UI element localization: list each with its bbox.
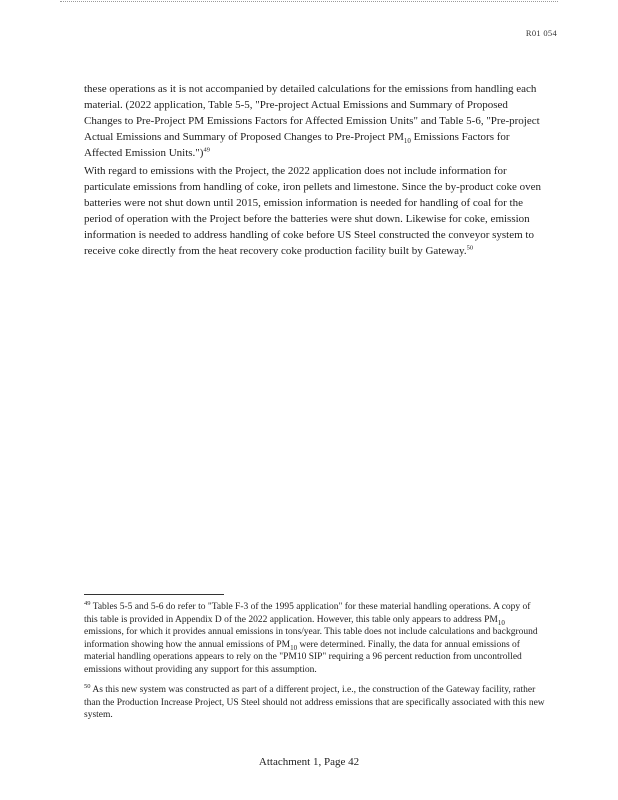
- footnote-50-text: As this new system was constructed as part of a different project, i.e., the construction of the Gateway facility, rather than the Production Increase Project, US Steel should not address emissions that are specifically associated with this new system.: [84, 685, 545, 721]
- footnote-50: [84, 684, 546, 722]
- paragraph-1-text-end: Emissions Factors for Affected Emission Units."): [84, 131, 510, 159]
- document-id: R01 054: [525, 28, 557, 38]
- footnote-separator: [84, 594, 224, 595]
- footnote-49-marker: 49: [84, 599, 91, 607]
- page-footer: Attachment 1, Page 42: [258, 756, 360, 768]
- pm10-subscript: 10: [290, 643, 298, 652]
- paragraph-2-text: With regard to emissions with the Project, the 2022 application does not include information for particulate emissions from handling of coke, iron pellets and limestone. Since the by-product coke oven batteries were not shut down until 2015, emission information is needed for handling of coal for the period of operation with the Project before the batteries were shut down. Likewise for coke, emission information is needed to address handling of coke before US Steel constructed the conveyor system to receive coke directly from the heat recovery coke production facility built by Gateway.: [84, 165, 541, 257]
- footnote-49-text-end: were determined. Finally, the data for annual emissions of material handling operations appears to rely on the "PM10 SIP" requiring a 96 percent reduction from uncontrolled emissions without providing any support for this assumption.: [84, 639, 522, 675]
- footnote-50-marker: 50: [84, 682, 91, 690]
- paragraph-1-text: these operations as it is not accompanied by detailed calculations for the emissions from handling each material. (2022 application, Table 5-5, "Pre-project Actual Emissions and Summary of Proposed Changes to Pre-Project PM Emissions Factors for Affected Emission Units" and Table 5-6, "Pre-project Actual Emissions and Summary of Proposed Changes to Pre-Project PM: [84, 83, 540, 143]
- footnote-49-text: Tables 5-5 and 5-6 do refer to "Table F-3 of the 1995 application" for these material handling operations. A copy of this table is provided in Appendix D of the 2022 application. However, this table only appears to address PM: [84, 602, 531, 625]
- footnote-ref-49[interactable]: 49: [203, 146, 210, 154]
- footnote-49: [84, 601, 546, 677]
- top-edge-rule: [60, 1, 558, 2]
- body-paragraph-2: [84, 163, 546, 259]
- body-paragraph-1: [84, 81, 546, 161]
- footnote-49-text-mid: emissions, for which it provides annual emissions in tons/year. This table does not include calculations and background information showing how the annual emissions of PM: [84, 627, 538, 650]
- pm10-subscript: 10: [497, 618, 505, 627]
- footnote-ref-50[interactable]: 50: [466, 244, 474, 252]
- pm10-subscript: 10: [403, 137, 411, 146]
